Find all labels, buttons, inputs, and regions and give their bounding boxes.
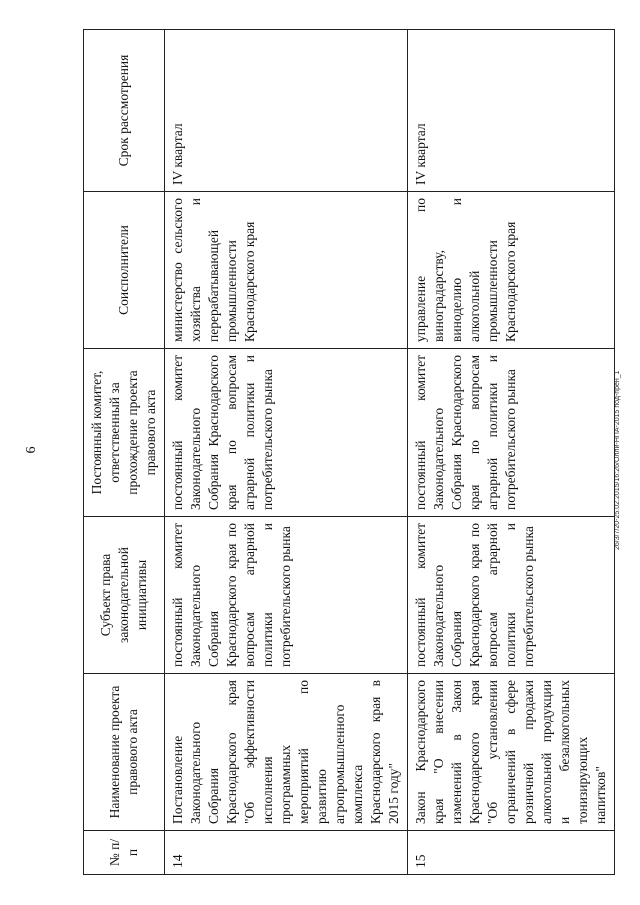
header-deadline: Срок рассмотрения [84, 30, 165, 192]
legislative-plan-table [83, 29, 615, 875]
row-deadline: IV квартал [165, 30, 408, 192]
row-coexecutors: министерство сельского хозяйства и перерабатывающей промышленности Краснодарского края [165, 192, 408, 349]
row-name: Закон Краснодарского края "О внесении изменений в Закон Краснодарского края "Об установлении ограничений в сфере розничной продажи алкогольной продукции и безалкогольных тонизирующих напитков" [408, 674, 615, 831]
header-coexecutors: Соисполнители [84, 192, 165, 349]
page-number: 6 [24, 446, 39, 454]
row-num: 14 [165, 831, 408, 875]
row-committee: постоянный комитет Законодательного Собрания Краснодарского края по вопросам аграрной политики и потребительского рынка [165, 349, 408, 517]
row-committee: постоянный комитет Законодательного Собрания Краснодарского края по вопросам аграрной политики и потребительского рынка [408, 349, 615, 517]
row-name: Постановление Законодательного Собрания Краснодарского края "Об эффективности исполнения программных мероприятий по развитию агропромышленного комплекса Краснодарского края в 2015 году" [165, 674, 408, 831]
header-num: № п/п [84, 831, 165, 875]
table-header-row [84, 30, 165, 875]
document-footer-code: 26/3/7/20-25.02.2015/16:26/Олли-НПА-2015 под-прен_1 [614, 370, 621, 550]
header-committee: Постоянный комитет, ответственный за прохождение проекта правового акта [84, 349, 165, 517]
rotated-page-content [83, 30, 608, 875]
table-row [165, 30, 408, 875]
row-num: 15 [408, 831, 615, 875]
row-coexecutors: управление по виноградарству, виноделию и алкогольной промышленности Краснодарского края [408, 192, 615, 349]
header-name: Наименование проекта правового акта [84, 674, 165, 831]
header-subject: Субъект права законодательной инициативы [84, 517, 165, 674]
row-deadline: IV квартал [408, 30, 615, 192]
row-subject: постоянный комитет Законодательного Собрания Краснодарского края по вопросам аграрной политики и потребительского рынка [165, 517, 408, 674]
table-row [408, 30, 615, 875]
row-subject: постоянный комитет Законодательного Собрания Краснодарского края по вопросам аграрной политики и потребительского рынка [408, 517, 615, 674]
